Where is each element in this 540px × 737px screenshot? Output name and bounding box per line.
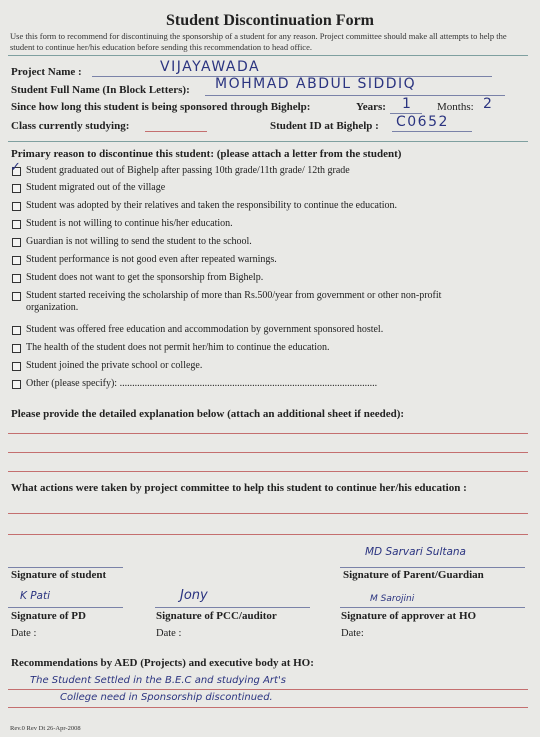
reason-checkbox[interactable] [12, 184, 21, 193]
explanation-line[interactable] [8, 471, 528, 472]
reason-checkbox[interactable] [12, 344, 21, 353]
reason-checkbox[interactable] [12, 380, 21, 389]
student-name-line [205, 95, 505, 96]
reason-checkbox[interactable] [12, 326, 21, 335]
student-name-value[interactable]: MOHMAD ABDUL SIDDIQ [215, 76, 417, 92]
student-signature-line[interactable] [8, 567, 123, 568]
reason-checkbox[interactable] [12, 256, 21, 265]
approver-signature[interactable]: M Sarojini [370, 594, 415, 604]
class-line[interactable] [145, 131, 207, 132]
date-label: Date: [341, 628, 364, 639]
months-label: Months: [437, 101, 474, 113]
years-value[interactable]: 1 [402, 96, 413, 112]
reason-option: The health of the student does not permit her/him to continue the education. [26, 342, 330, 353]
project-name-value[interactable]: VIJAYAWADA [160, 59, 261, 75]
reason-option: Student does not want to get the sponsorship from Bighelp. [26, 272, 264, 283]
pd-signature-label: Signature of PD [11, 610, 86, 622]
months-value[interactable]: 2 [483, 96, 494, 112]
reasons-heading: Primary reason to discontinue this student: (please attach a letter from the student) [11, 148, 402, 160]
student-id-line [392, 131, 472, 132]
parent-signature-line [340, 567, 525, 568]
project-name-label: Project Name : [11, 66, 82, 78]
explanation-line[interactable] [8, 433, 528, 434]
pcc-signature[interactable]: Jony [180, 588, 208, 603]
form-title: Student Discontinuation Form [165, 12, 375, 29]
reason-option: Student migrated out of the village [26, 182, 166, 193]
reason-checkbox[interactable] [12, 362, 21, 371]
explanation-line[interactable] [8, 452, 528, 453]
reason-option: Guardian is not willing to send the student to the school. [26, 236, 252, 247]
since-label: Since how long this student is being sponsored through Bighelp: [11, 101, 311, 113]
parent-signature[interactable]: MD Sarvari Sultana [365, 546, 466, 558]
recommendation-text[interactable]: The Student Settled in the B.E.C and studying Art's [30, 675, 286, 686]
pcc-signature-label: Signature of PCC/auditor [156, 610, 277, 622]
revision-footer: Rev.0 Rev Dt 26-Apr-2008 [10, 725, 81, 732]
reason-option: Student joined the private school or college. [26, 360, 203, 371]
form-intro: Use this form to recommend for discontinuing the sponsorship of a student for any reason. Project committee should make all attempts to help the student to continue her/his education before sending this recommendation to head office. [10, 31, 507, 52]
check-mark-icon: ✓ [10, 160, 21, 175]
pd-signature-line [8, 607, 123, 608]
student-signature-label: Signature of student [11, 569, 107, 581]
date-label: Date : [11, 628, 37, 639]
reason-checkbox[interactable] [12, 292, 21, 301]
approver-signature-label: Signature of approver at HO [341, 610, 477, 622]
divider [8, 55, 528, 56]
reason-option: Student performance is not good even after repeated warnings. [26, 254, 277, 265]
class-label: Class currently studying: [11, 120, 130, 132]
reason-checkbox[interactable] [12, 220, 21, 229]
recommendation-line [8, 707, 528, 708]
years-label: Years: [356, 101, 386, 113]
actions-line[interactable] [8, 513, 528, 514]
recommendations-label: Recommendations by AED (Projects) and executive body at HO: [11, 657, 314, 669]
recommendation-line [8, 689, 528, 690]
reason-checkbox[interactable] [12, 202, 21, 211]
reason-option: Student is not willing to continue his/her education. [26, 218, 233, 229]
actions-line[interactable] [8, 534, 528, 535]
approver-signature-line [340, 607, 525, 608]
reason-option: Student started receiving the scholarship of more than Rs.500/year from government or other non-profit organization. [26, 290, 442, 313]
explanation-label: Please provide the detailed explanation below (attach an additional sheet if needed): [11, 408, 405, 420]
reason-checkbox[interactable] [12, 238, 21, 247]
reason-option: Student graduated out of Bighelp after passing 10th grade/11th grade/ 12th grade [26, 165, 350, 176]
student-id-label: Student ID at Bighelp : [270, 120, 379, 132]
student-name-label: Student Full Name (In Block Letters): [11, 84, 190, 96]
actions-label: What actions were taken by project committee to help this student to continue her/his education : [11, 482, 467, 494]
date-label: Date : [156, 628, 182, 639]
parent-signature-label: Signature of Parent/Guardian [343, 569, 484, 581]
pcc-signature-line [155, 607, 310, 608]
reason-option[interactable]: Other (please specify): ....................................................................................................... [26, 378, 378, 389]
divider [8, 141, 528, 142]
reason-checkbox[interactable] [12, 274, 21, 283]
reason-option: Student was adopted by their relatives and taken the responsibility to continue the education. [26, 200, 398, 211]
student-id-value[interactable]: C0652 [396, 114, 449, 130]
recommendation-text[interactable]: College need in Sponsorship discontinued. [60, 692, 273, 703]
pd-signature[interactable]: K Pati [20, 590, 51, 602]
reason-option: Student was offered free education and accommodation by government sponsored hostel. [26, 324, 384, 335]
